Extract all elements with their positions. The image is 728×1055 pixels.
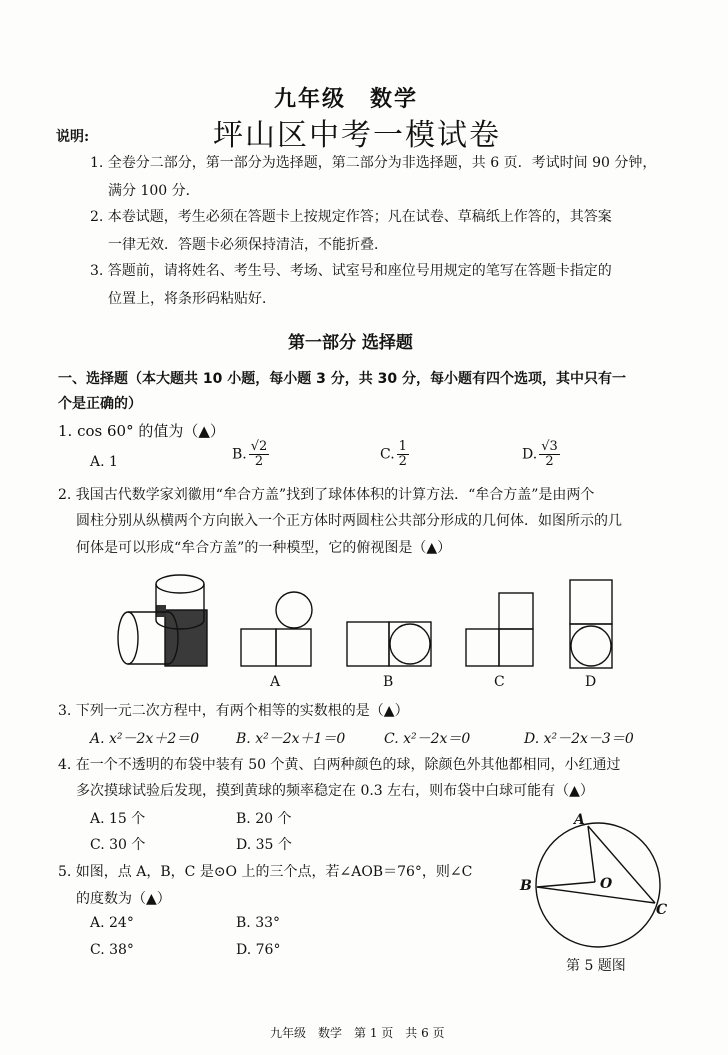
q1-option-b-num: √2 <box>250 439 268 454</box>
q2-line-2: 圆柱分别从纵横两个方向嵌入一个正方体时两圆柱公共部分形成的几何体．如图所示的几 <box>76 513 622 529</box>
q2-figure-a <box>241 592 312 666</box>
q2-line-1: 2. 我国古代数学家刘徽用“牟合方盖”找到了球体体积的计算方法．“牟合方盖”是由两个 <box>58 487 595 503</box>
q2-label-a: A <box>270 674 281 690</box>
q1-option-c-fraction <box>397 440 409 469</box>
q5-segment-bo <box>537 882 595 887</box>
q4-line-1: 4. 在一个不透明的布袋中装有 50 个黄、白两种颜色的球，除颜色外其他都相同，小红通过 <box>58 757 621 773</box>
q3-option-b: B. x²－2x＋1＝0 <box>236 731 346 747</box>
q5-chord-ac <box>588 826 655 903</box>
q4-option-b: B. 20 个 <box>236 811 292 827</box>
q2-label-d: D <box>585 674 597 690</box>
note-3-line-2: 位置上，将条形码粘贴好． <box>108 291 276 307</box>
q5-point-c-label: C <box>656 902 668 918</box>
q5-option-a: A. 24° <box>90 915 134 931</box>
q2-c-left-square <box>466 629 499 666</box>
q5-segment-ao <box>588 826 595 882</box>
q2-horizontal-cylinder-body <box>128 612 178 664</box>
grade-subject-heading: 九年级 数学 <box>274 86 419 112</box>
q2-label-b: B <box>383 674 394 690</box>
q2-horizontal-cylinder-end <box>118 612 138 664</box>
q1-option-b-prefix: B. <box>232 446 247 463</box>
q1-option-d-num: √3 <box>541 439 558 454</box>
q2-line-3: 何体是可以形成“牟合方盖”的一种模型，它的俯视图是（▲） <box>76 540 452 556</box>
exam-title: 坪山区中考一模试卷 <box>213 118 501 153</box>
q4-line-2: 多次摸球试验后发现，摸到黄球的频率稳定在 0.3 左右，则布袋中白球可能有（▲） <box>76 783 594 799</box>
q5-point-b-label: B <box>520 878 532 894</box>
q5-line-1: 5. 如图，点 A，B，C 是⊙O 上的三个点，若∠AOB＝76°，则∠C <box>58 864 473 880</box>
q2-vertical-cylinder-body <box>156 584 204 629</box>
q3-option-c: C. x²－2x＝0 <box>384 731 471 747</box>
q3-option-d: D. x²－2x－3＝0 <box>524 731 634 747</box>
part1-title: 第一部分 选择题 <box>288 333 413 353</box>
q2-c-top-square <box>499 593 533 629</box>
q1-option-d-prefix: D. <box>522 446 538 463</box>
q1-option-b-fraction <box>249 440 270 469</box>
note-2-line-1: 2. 本卷试题，考生必须在答题卡上按规定作答；凡在试卷、草稿纸上作答的，其答案 <box>90 209 612 225</box>
q2-a-left-square <box>241 629 276 666</box>
note-3-line-1: 3. 答题前，请将姓名、考生号、考场、试室号和座位号用规定的笔写在答题卡指定的 <box>90 263 612 279</box>
q5-figure-caption: 第 5 题图 <box>566 958 626 974</box>
q3-option-a: A. x²－2x＋2＝0 <box>90 731 200 747</box>
q2-vertical-cylinder-top <box>156 575 204 593</box>
q1-option-d-den: 2 <box>545 454 554 469</box>
q1-option-d-fraction <box>539 440 560 469</box>
q1-option-c-prefix: C. <box>380 446 395 463</box>
q2-figure-b <box>347 622 431 666</box>
q1-option-c-den: 2 <box>398 454 407 469</box>
q5-line-2: 的度数为（▲） <box>76 891 171 907</box>
section1-line-2: 个是正确的） <box>58 396 142 412</box>
q5-option-b: B. 33° <box>236 915 281 931</box>
q5-point-o-label: O <box>600 876 613 892</box>
q2-label-c: C <box>494 674 505 690</box>
q2-cube-corner <box>156 605 166 617</box>
q2-b-right-square <box>389 622 431 666</box>
q2-a-right-square <box>276 629 311 666</box>
q1-option-c-num: 1 <box>398 439 407 454</box>
page-footer: 九年级 数学 第 1 页 共 6 页 <box>270 1026 445 1040</box>
q1-option-c <box>380 440 409 469</box>
note-1-line-1: 1. 全卷分二部分，第一部分为选择题，第二部分为非选择题，共 6 页．考试时间 90 分钟， <box>90 155 657 171</box>
q5-option-d: D. 76° <box>236 942 281 958</box>
q5-option-c: C. 38° <box>90 942 134 958</box>
q2-cube-dark-face <box>165 610 207 666</box>
q2-a-circle <box>276 592 312 628</box>
note-2-line-2: 一律无效．答题卡必须保持清洁，不能折叠． <box>108 237 388 253</box>
q2-d-circle <box>571 626 611 666</box>
q2-figure-d <box>570 580 612 668</box>
q2-b-circle <box>390 624 430 664</box>
q2-d-bottom-square <box>570 624 612 668</box>
q2-b-left-square <box>347 622 389 666</box>
q2-c-right-square <box>499 629 533 666</box>
q5-circle-o <box>536 823 660 947</box>
q2-figure-c <box>466 593 533 666</box>
q4-option-d: D. 35 个 <box>236 837 292 853</box>
q2-d-top-square <box>570 580 612 624</box>
q3-stem: 3. 下列一元二次方程中，有两个相等的实数根的是（▲） <box>58 703 409 719</box>
notes-label: 说明: <box>56 129 90 145</box>
q5-point-a-label: A <box>574 812 585 828</box>
q1-option-b <box>232 440 269 469</box>
q1-option-a: A. 1 <box>90 454 118 470</box>
q1-stem: 1. cos 60° 的值为（▲） <box>58 422 225 440</box>
section1-line-1: 一、选择题（本大题共 10 小题，每小题 3 分，共 30 分，每小题有四个选项，其中只有一 <box>58 371 626 387</box>
q5-chord-bc <box>537 887 655 903</box>
q4-option-a: A. 15 个 <box>90 811 146 827</box>
q4-option-c: C. 30 个 <box>90 837 146 853</box>
q1-option-b-den: 2 <box>254 454 264 469</box>
q2-solid-model <box>118 575 207 666</box>
q1-option-d <box>522 440 560 469</box>
note-1-line-2: 满分 100 分． <box>108 183 200 199</box>
